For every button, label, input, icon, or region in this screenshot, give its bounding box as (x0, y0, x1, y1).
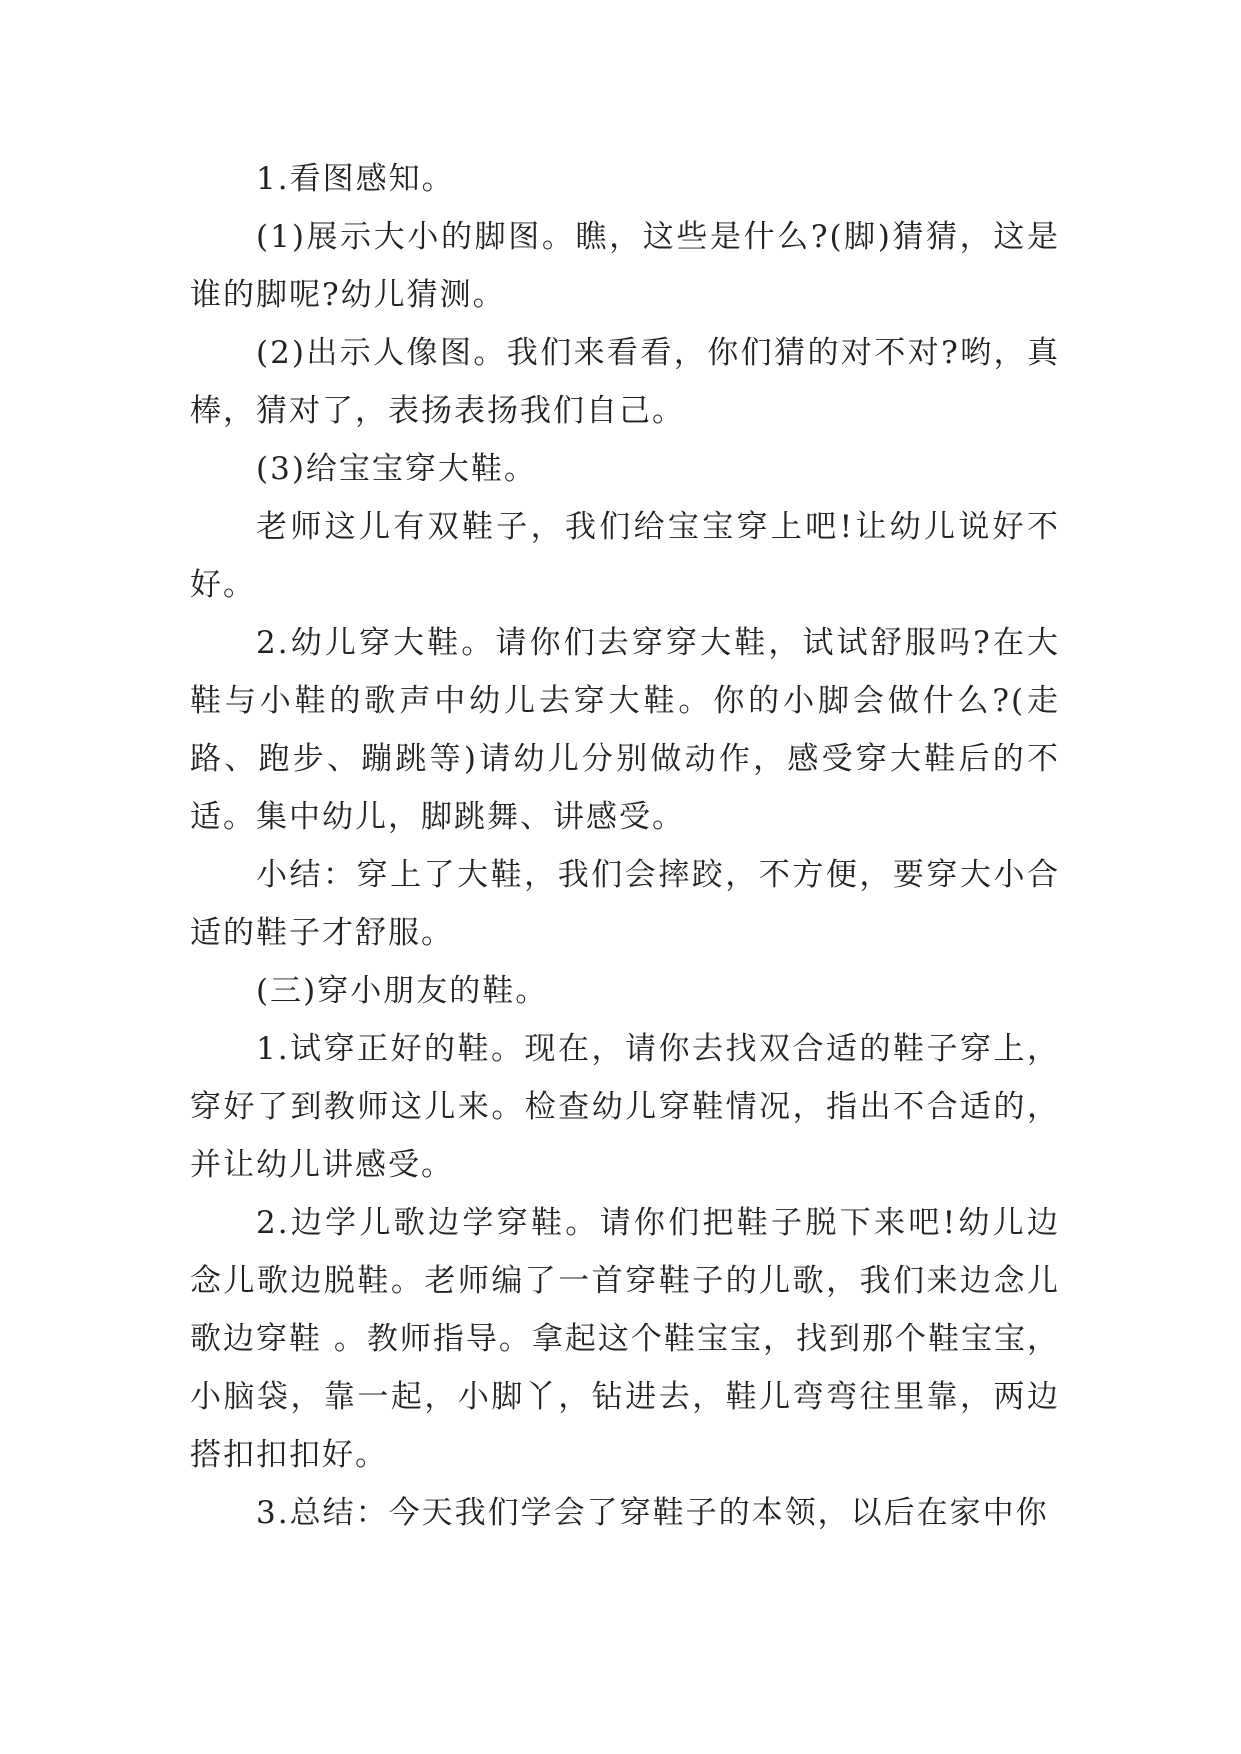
paragraph: (2)出示人像图。我们来看看，你们猜的对不对?哟，真棒，猜对了，表扬表扬我们自己。 (190, 335, 1060, 429)
paragraph: 2.边学儿歌边学穿鞋。请你们把鞋子脱下来吧!幼儿边念儿歌边脱鞋。老师编了一首穿鞋子的儿歌，我们来边念儿歌边穿鞋 。教师指导。拿起这个鞋宝宝，找到那个鞋宝宝，小脑袋，靠一起，小脚丫，钻进去，鞋儿弯弯往里靠，两边搭扣扣扣好。 (190, 1205, 1060, 1473)
paragraph: 老师这儿有双鞋子，我们给宝宝穿上吧!让幼儿说好不好。 (190, 509, 1060, 603)
paragraph: 2.幼儿穿大鞋。请你们去穿穿大鞋，试试舒服吗?在大鞋与小鞋的歌声中幼儿去穿大鞋。你的小脚会做什么?(走路、跑步、蹦跳等)请幼儿分别做动作，感受穿大鞋后的不适。集中幼儿，脚跳舞、讲感受。 (190, 625, 1060, 835)
paragraph: 小结：穿上了大鞋，我们会摔跤，不方便，要穿大小合适的鞋子才舒服。 (190, 857, 1060, 951)
paragraph: 3.总结：今天我们学会了穿鞋子的本领，以后在家中你 (256, 1495, 1049, 1531)
paragraph: 1.试穿正好的鞋。现在，请你去找双合适的鞋子穿上，穿好了到教师这儿来。检查幼儿穿鞋情况，指出不合适的，并让幼儿讲感受。 (190, 1031, 1060, 1183)
paragraph: (三)穿小朋友的鞋。 (256, 973, 549, 1009)
document-body (190, 150, 1060, 1542)
paragraph: (1)展示大小的脚图。瞧，这些是什么?(脚)猜猜，这是谁的脚呢?幼儿猜测。 (190, 219, 1060, 313)
paragraph: 1.看图感知。 (256, 161, 455, 197)
paragraph: (3)给宝宝穿大鞋。 (256, 451, 537, 487)
